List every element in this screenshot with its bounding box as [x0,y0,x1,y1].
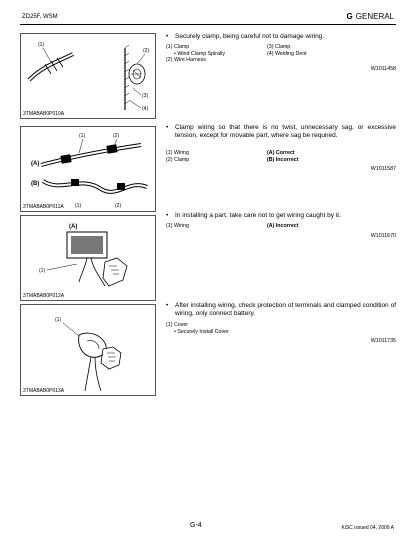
callout: (2) [143,48,150,54]
callout: (1) [75,203,82,209]
header-rule [20,24,396,25]
instruction-text: After installing wiring, check protection of terminals and clamped condition of wiring, only connect battery. [175,302,396,318]
reference-code: W1011735 [370,338,396,344]
instruction-text: Securely clamp, being careful not to damage wiring. [175,33,325,40]
figure-clamp-correct-incorrect [20,126,156,212]
wiring-caught-illustration [21,216,155,300]
legend-item: • Wind Clamp Spirally [174,50,226,57]
manual-model-label: ZD25F, WSM [22,14,58,20]
legend-item: (2) Wire Harness [166,57,207,63]
legend-item: (B) Incorrect [267,156,299,163]
legend [166,44,396,64]
callout: (1) [55,317,62,323]
reference-code: W1011587 [370,166,396,172]
reference-code: W1011458 [370,66,396,72]
section-heading [347,12,394,21]
callout: (1) [39,268,46,274]
legend [166,223,396,230]
figure-clamp-spiral [20,33,156,119]
callout: (4) [142,106,149,112]
clamp-spiral-illustration [21,34,155,118]
legend-item: (1) Clamp [166,44,190,50]
terminal-cover-illustration [21,305,155,395]
callout: (2) [113,133,120,139]
reference-code: W1011670 [370,233,396,239]
instruction-bullet: • Clamp wiring so that there is no twist, unnecessary sag, or excessive tension, except for movable part, where sag be required. [166,124,396,140]
clamp-wiring-illustration [21,127,155,211]
instruction-bullet: • Securely clamp, being careful not to damage wiring. [166,33,396,41]
section-title: GENERAL [355,12,394,21]
issue-info: KiSC issued 04, 2009 A [341,525,394,531]
figure-id: 3TMABAB0P011A [23,204,64,210]
legend [166,150,396,163]
instruction-text: In installing a part, take care not to get wiring caught by it. [175,212,341,219]
callout: (B) [31,181,40,187]
callout: (3) [142,93,149,99]
legend-item: (2) Clamp [166,156,190,163]
instruction-text: Clamp wiring so that there is no twist, unnecessary sag, or excessive tension, except for movable part, where sag be required. [175,124,396,140]
figure-id: 3TMABAB0P010A [23,111,65,117]
callout: (1) [38,42,45,48]
figure-terminal-cover [20,304,156,396]
instruction-bullet: • After installing wiring, check protection of terminals and clamped condition of wiring, only connect battery. [166,302,396,318]
legend-item: (1) Wiring [166,223,189,229]
legend-item: • Securely Install Cover [174,328,229,335]
legend-item: (1) Wiring [166,150,189,156]
figure-id: 3TMABAB0P012A [23,293,65,299]
legend-item: (4) Welding Dent [267,50,307,57]
legend-item: (A) Correct [267,150,295,156]
callout: (2) [115,203,122,209]
instruction-bullet: • In installing a part, take care not to get wiring caught by it. [166,212,396,220]
page-number: G-4 [190,522,202,529]
legend-item: (1) Cover [166,322,189,328]
legend [166,322,396,335]
legend-item: (A) Incorrect [267,223,299,229]
figure-wiring-caught [20,215,156,301]
callout: (A) [69,224,78,230]
legend-item: (3) Clamp [267,44,291,50]
figure-id: 3TMABAB0P013A [23,388,65,394]
callout: (1) [79,133,86,139]
callout: (A) [31,161,40,167]
section-letter: G [346,12,353,21]
